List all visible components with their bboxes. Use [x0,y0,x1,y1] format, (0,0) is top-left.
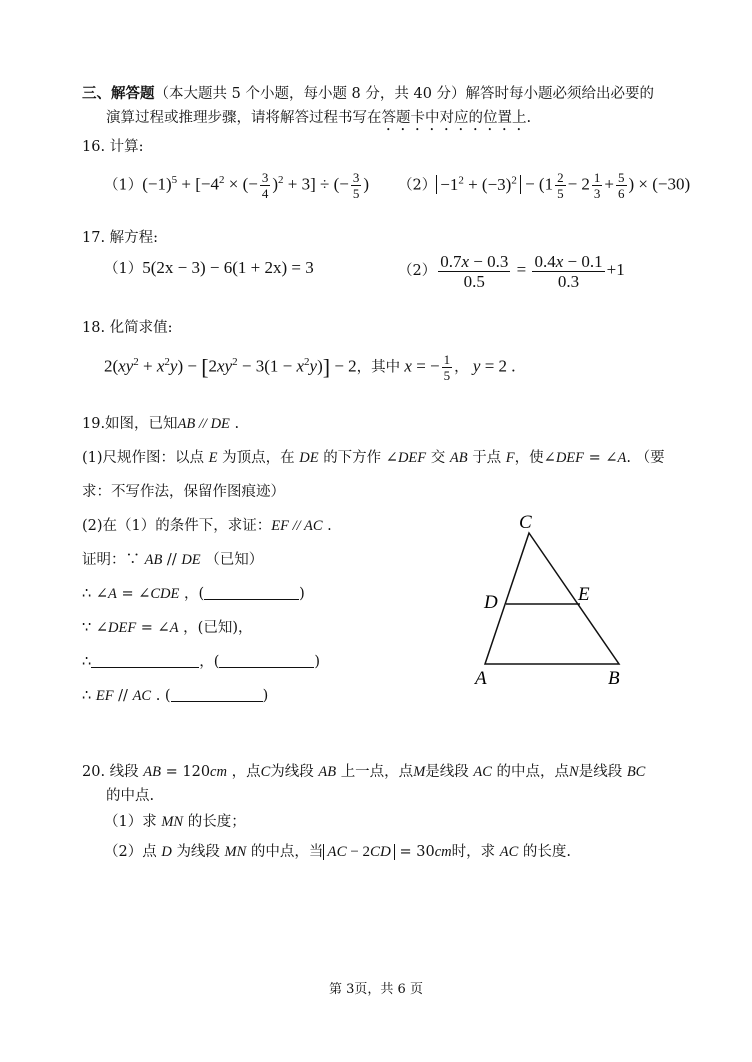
label-a: A [475,668,487,689]
proof-line-3: ∵ ∠DEF = ∠A ，(已知)， [82,620,253,636]
label-c: C [519,512,532,533]
q20-line1: 20. 线段 AB = 120cm ，点C为线段 AB 上一点，点M是线段 AC 的中点，点N是线段 BC [82,764,646,780]
q16-stem: 16. 计算: [82,139,144,155]
label-b: B [608,668,620,689]
q19-part1-line1: (1)尺规作图：以点 E 为顶点，在 DE 的下方作 ∠DEF 交 AB 于点 F，使∠DEF = ∠A. （要 [82,450,665,466]
q19-part1-line2: 求：不写作法，保留作图痕迹） [82,484,285,500]
proof-line-2: ∴ ∠A = ∠CDE ，( ) [82,586,305,602]
q17-part1: （1）5(2x − 3) − 6(1 + 2x) = 3 [104,258,314,277]
answer-blank[interactable] [219,653,314,668]
dotted-emphasis: 答题卡中对应的位置上 [381,110,527,126]
section-title: 三、解答题 [82,85,155,102]
answer-blank[interactable] [204,585,299,600]
q17-stem: 17. 解方程: [82,230,159,246]
triangle-figure [470,508,640,693]
section-intro-line1: （本大题共 5 个小题，每小题 8 分，共 40 分）解答时每小题必须给出必要的 [154,86,655,102]
q20-part2: （2）点 D 为线段 MN 的中点，当 AC − 2CD = 30cm时，求 AC 的长度. [104,844,571,860]
q20-line2: 的中点. [106,788,155,804]
proof-line-5: ∴ EF // AC . ( ) [82,688,269,704]
answer-blank[interactable] [91,653,199,668]
q18-expression: $2(xy^2 + x^2y) - [2xy^2 - 3(1 - x^2y)] - 2$，其中 x = − $\frac{1}{5}$ ， y = 2 . [104,352,516,384]
page-footer: 第 3页，共 6 页 [329,982,423,997]
q19-part2: (2)在（1）的条件下，求证：EF // AC . [82,518,332,534]
q20-part1: （1）求 MN 的长度； [104,814,246,830]
triangle-abc [485,533,619,664]
q16-part1: $(1)(-1)^5 + [-4^2$ × (− $\frac{3}{4}$ )$^2$ + 3] ÷ (− $\frac{3}{5}$ ) [104,170,370,202]
proof-line-4: ∴ ，( ) [82,654,321,670]
q16-part2: $(2) -1^2 + (-3)^2 - (1$ $\frac{2}{5}$ − 2 $\frac{1}{3}$ + $\frac{5}{6}$ ) × (−30) [398,170,691,202]
label-e: E [578,584,590,605]
q18-stem: 18. 化简求值: [82,320,173,336]
q19-stem: 19.如图，已知AB // DE . [82,416,240,432]
proof-line-1: 证明：∵ AB // DE （已知） [82,552,264,568]
q17-part2: （2） $\frac{0.7x - 0.3}{0.5}$ = $\frac{0.4x - 0.1}{0.3}$ +1 [398,251,625,291]
q17-p1-expr: 5(2x − 3) − 6(1 + 2x) = 3 [142,258,314,277]
label-d: D [484,592,498,613]
section-heading [82,84,654,104]
section-intro-line2: 演算过程或推理步骤，请将解答过程书写在答题卡中对应的位置上. [106,110,532,126]
answer-blank[interactable] [171,687,263,702]
